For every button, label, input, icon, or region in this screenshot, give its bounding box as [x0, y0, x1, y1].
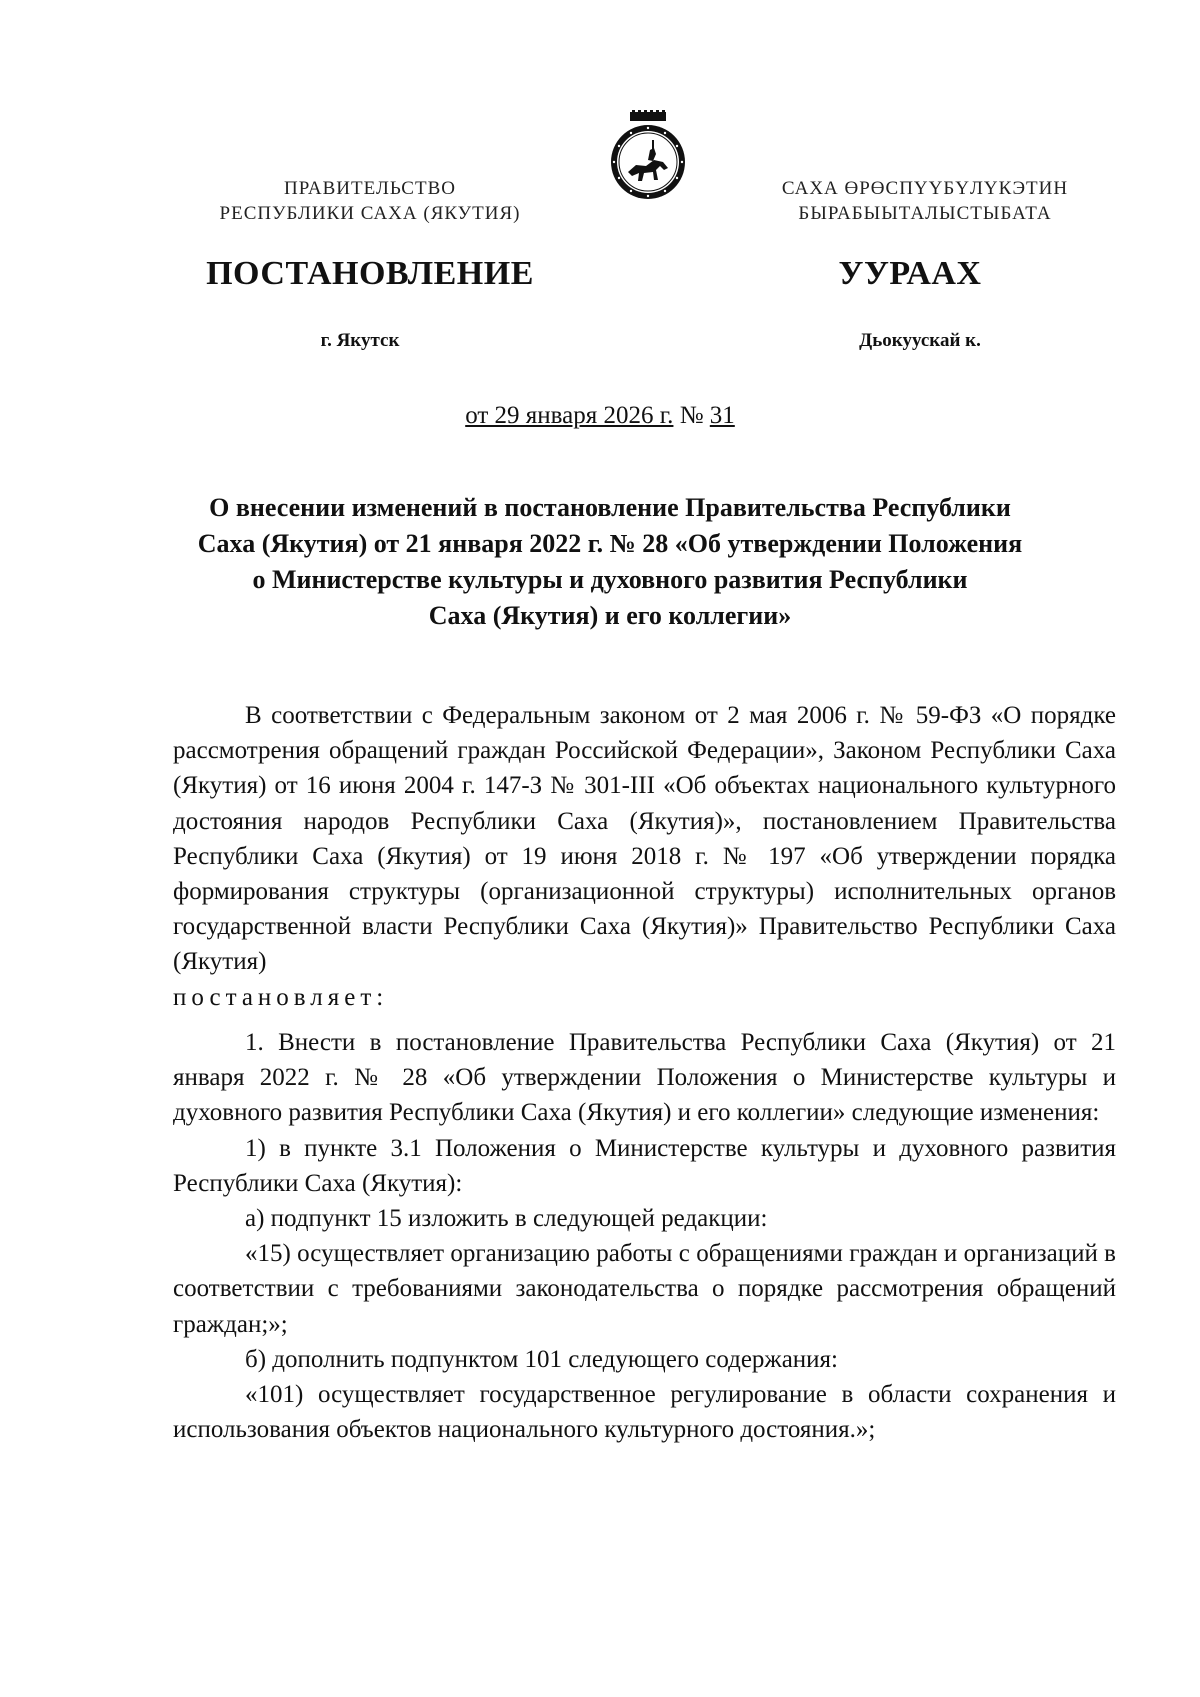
header-left-line2: РЕСПУБЛИКИ САХА (ЯКУТИЯ) — [219, 203, 521, 224]
header-left-line1: ПРАВИТЕЛЬСТВО — [284, 178, 456, 199]
subject-line: о Министерстве культуры и духовного развития Республики — [252, 565, 968, 594]
item-a-text: «15) осуществляет организацию работы с обращениями граждан и организаций в соответствии с требованиями законодательства о порядке рассмотрения обращений граждан;»; — [173, 1240, 1116, 1338]
item-b: б) дополнить подпунктом 101 следующего содержания: — [245, 1345, 838, 1373]
city-yakutsk: г. Якутск — [320, 330, 400, 351]
title-postanovlenie: ПОСТАНОВЛЕНИЕ — [206, 255, 534, 292]
title-uuraah: УУРААХ — [838, 255, 982, 292]
preamble-paragraph: В соответствии с Федеральным законом от 2 мая 2006 г. № 59-ФЗ «О порядке рассмотрения обращений граждан Российской Федерации», Законом Республики Саха (Якутия) от 16 июня 2004 г. 147-З № 301-III «Об объектах национального культурного достояния народов Республики Саха (Якутия)», постановлением Правительства Республики Саха (Якутия) от 19 июня 2018 г. № 197 «Об утверждении порядка формирования структуры (организационной структуры) исполнительных органов государственной власти Республики Саха (Якутия)» Правительство Республики Саха (Якутия) — [173, 702, 1116, 976]
document-number: 31 — [709, 402, 735, 429]
subject-line: Саха (Якутия) и его коллегии» — [428, 601, 792, 630]
header-right-line1: САХА ӨРӨСПҮҮБҮЛҮКЭТИН — [781, 178, 1069, 199]
city-dyokuuskai: Дьокуускай к. — [859, 330, 981, 351]
number-sign: № — [679, 402, 704, 429]
header-left — [180, 176, 560, 226]
item-b-text: «101) осуществляет государственное регулирование в области сохранения и использования объектов национального культурного достояния.»; — [173, 1381, 1116, 1444]
item-1: 1. Внести в постановление Правительства Республики Саха (Якутия) от 21 января 2022 г. № 28 «Об утверждении Положения о Министерстве культуры и духовного развития Республики Саха (Якутия) и его коллегии» следующие изменения: — [173, 1029, 1116, 1127]
subject-line: О внесении изменений в постановление Правительства Республики — [209, 493, 1011, 522]
date-number-line — [0, 402, 1200, 430]
decree-word: постановляет: — [173, 983, 389, 1011]
items-block — [173, 1025, 1116, 1447]
document-date: от 29 января 2026 г. — [465, 402, 674, 429]
item-1-1: 1) в пункте 3.1 Положения о Министерстве культуры и духовного развития Республики Саха (Якутия): — [173, 1134, 1116, 1197]
subject-line: Саха (Якутия) от 21 января 2022 г. № 28 «Об утверждении Положения — [197, 529, 1023, 558]
preamble-block — [173, 698, 1116, 1015]
header-right-line2: БЫРАБЫЫТАЛЫСТЫБАТА — [798, 203, 1052, 224]
item-a: а) подпункт 15 изложить в следующей редакции: — [245, 1205, 768, 1233]
header-right — [735, 176, 1115, 226]
document-subject — [150, 490, 1070, 634]
coat-of-arms-icon — [608, 110, 688, 206]
